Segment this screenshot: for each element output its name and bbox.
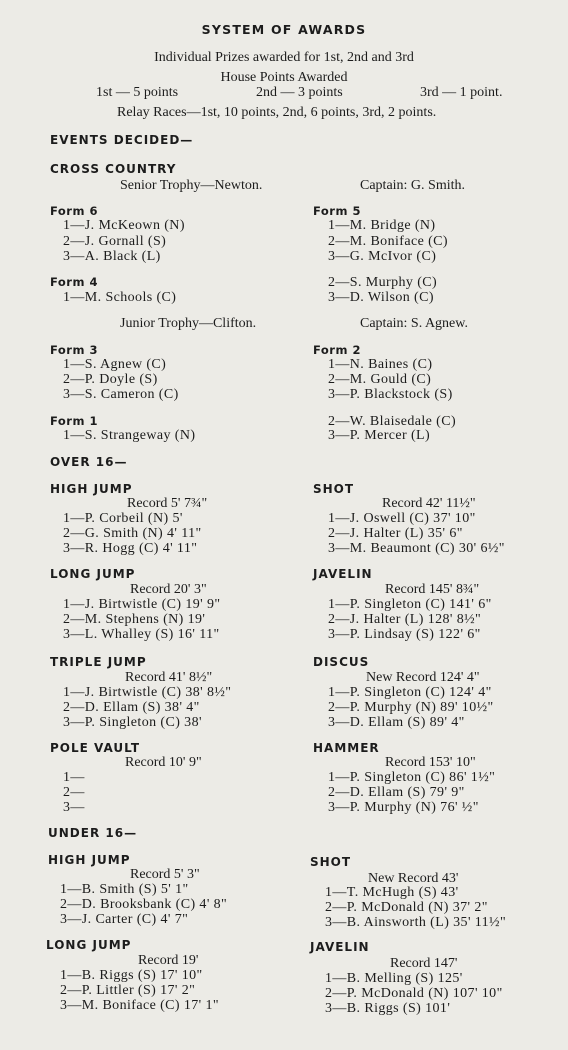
result-line: 2—P. McDonald (N) 37' 2" <box>325 900 488 915</box>
form-1-label: Form 1 <box>50 414 98 428</box>
result-line: 2—G. Smith (N) 4' 11" <box>63 526 202 541</box>
result-line: 1—J. Birtwistle (C) 38' 8½" <box>63 685 232 700</box>
event-title: HAMMER <box>313 741 380 755</box>
event-record: Record 147' <box>390 956 458 971</box>
points-first: 1st — 5 points <box>96 85 179 100</box>
result-line: 2—P. Littler (S) 17' 2" <box>60 983 196 998</box>
result-line: 2—J. Gornall (S) <box>63 234 167 249</box>
under-16-heading: UNDER 16— <box>48 826 138 840</box>
result-line: 2—M. Stephens (N) 19' <box>63 612 206 627</box>
event-title: LONG JUMP <box>50 567 136 581</box>
result-line: 3—G. McIvor (C) <box>328 249 437 264</box>
senior-trophy: Senior Trophy—Newton. <box>120 178 263 193</box>
result-line: 2— <box>63 785 85 800</box>
result-line: 3—P. Lindsay (S) 122' 6" <box>328 627 481 642</box>
junior-trophy: Junior Trophy—Clifton. <box>120 316 257 331</box>
result-line: 3—B. Ainsworth (L) 35' 11½" <box>325 915 507 930</box>
result-line: 1—P. Singleton (C) 141' 6" <box>328 597 492 612</box>
event-title: TRIPLE JUMP <box>50 655 147 669</box>
senior-captain: Captain: G. Smith. <box>360 178 465 193</box>
event-record: Record 5' 7¾" <box>127 496 208 511</box>
junior-captain: Captain: S. Agnew. <box>360 316 468 331</box>
event-title: HIGH JUMP <box>50 482 133 496</box>
result-line: 1—J. Oswell (C) 37' 10" <box>328 511 476 526</box>
result-line: 1—P. Singleton (C) 124' 4" <box>328 685 492 700</box>
result-line: 2—M. Gould (C) <box>328 372 432 387</box>
result-line: 3—A. Black (L) <box>63 249 161 264</box>
event-record: Record 5' 3" <box>130 867 200 882</box>
relay-points-line: Relay Races—1st, 10 points, 2nd, 6 points, 3rd, 2 points. <box>117 105 437 120</box>
event-title: SHOT <box>310 855 352 869</box>
result-line: 1—B. Riggs (S) 17' 10" <box>60 968 203 983</box>
house-points-line: House Points Awarded <box>220 70 348 85</box>
event-title: HIGH JUMP <box>48 853 131 867</box>
result-line: 2—J. Halter (L) 128' 8½" <box>328 612 482 627</box>
event-title: LONG JUMP <box>46 938 132 952</box>
result-line: 1— <box>63 770 85 785</box>
result-line: 3—B. Riggs (S) 101' <box>325 1001 451 1016</box>
result-line: 3—P. Mercer (L) <box>328 428 431 443</box>
result-line: 3—R. Hogg (C) 4' 11" <box>63 541 198 556</box>
result-line: 2—J. Halter (L) 35' 6" <box>328 526 463 541</box>
result-line: 1—S. Strangeway (N) <box>63 428 196 443</box>
result-line: 1—S. Agnew (C) <box>63 357 167 372</box>
event-record: Record 20' 3" <box>130 582 207 597</box>
result-line: 1—P. Singleton (C) 86' 1½" <box>328 770 496 785</box>
result-line: 2—W. Blaisedale (C) <box>328 414 457 429</box>
event-record: New Record 43' <box>368 871 459 886</box>
result-line: 3— <box>63 800 85 815</box>
result-line: 3—S. Cameron (C) <box>63 387 179 402</box>
event-record: Record 10' 9" <box>125 755 202 770</box>
event-record: Record 42' 11½" <box>382 496 476 511</box>
result-line: 3—P. Blackstock (S) <box>328 387 453 402</box>
form-3-label: Form 3 <box>50 343 98 357</box>
event-record: Record 19' <box>138 953 199 968</box>
result-line: 2—S. Murphy (C) <box>328 275 438 290</box>
event-title: JAVELIN <box>310 940 370 954</box>
result-line: 2—P. McDonald (N) 107' 10" <box>325 986 503 1001</box>
result-line: 3—L. Whalley (S) 16' 11" <box>63 627 220 642</box>
event-record: New Record 124' 4" <box>366 670 480 685</box>
event-record: Record 145' 8¾" <box>385 582 480 597</box>
form-2-label: Form 2 <box>313 343 361 357</box>
event-title: JAVELIN <box>313 567 373 581</box>
points-third: 3rd — 1 point. <box>420 85 503 100</box>
result-line: 3—D. Ellam (S) 89' 4" <box>328 715 465 730</box>
result-line: 2—D. Ellam (S) 38' 4" <box>63 700 200 715</box>
result-line: 1—J. McKeown (N) <box>63 218 185 233</box>
result-line: 1—M. Bridge (N) <box>328 218 436 233</box>
event-record: Record 41' 8½" <box>125 670 213 685</box>
result-line: 1—N. Baines (C) <box>328 357 433 372</box>
event-record: Record 153' 10" <box>385 755 476 770</box>
events-decided-heading: EVENTS DECIDED— <box>50 133 194 147</box>
result-line: 2—M. Boniface (C) <box>328 234 448 249</box>
over-16-heading: OVER 16— <box>50 455 128 469</box>
result-line: 1—B. Smith (S) 5' 1" <box>60 882 189 897</box>
result-line: 3—P. Murphy (N) 76' ½" <box>328 800 479 815</box>
result-line: 3—P. Singleton (C) 38' <box>63 715 202 730</box>
result-line: 2—P. Murphy (N) 89' 10½" <box>328 700 494 715</box>
prizes-line: Individual Prizes awarded for 1st, 2nd and 3rd <box>154 50 414 65</box>
form-4-label: Form 4 <box>50 275 98 289</box>
page-title: SYSTEM OF AWARDS <box>201 22 367 37</box>
result-line: 3—J. Carter (C) 4' 7" <box>60 912 189 927</box>
result-line: 1—B. Melling (S) 125' <box>325 971 463 986</box>
result-line: 2—D. Ellam (S) 79' 9" <box>328 785 465 800</box>
result-line: 1—P. Corbeil (N) 5' <box>63 511 183 526</box>
cross-country-heading: CROSS COUNTRY <box>50 162 177 176</box>
points-second: 2nd — 3 points <box>256 85 343 100</box>
result-line: 1—M. Schools (C) <box>63 290 177 305</box>
result-line: 2—P. Doyle (S) <box>63 372 158 387</box>
event-title: POLE VAULT <box>50 741 140 755</box>
form-6-label: Form 6 <box>50 204 98 218</box>
form-5-label: Form 5 <box>313 204 361 218</box>
event-title: DISCUS <box>313 655 370 669</box>
result-line: 1—T. McHugh (S) 43' <box>325 885 459 900</box>
event-title: SHOT <box>313 482 355 496</box>
result-line: 3—M. Boniface (C) 17' 1" <box>60 998 219 1013</box>
result-line: 3—M. Beaumont (C) 30' 6½" <box>328 541 505 556</box>
result-line: 1—J. Birtwistle (C) 19' 9" <box>63 597 221 612</box>
result-line: 2—D. Brooksbank (C) 4' 8" <box>60 897 228 912</box>
result-line: 3—D. Wilson (C) <box>328 290 434 305</box>
